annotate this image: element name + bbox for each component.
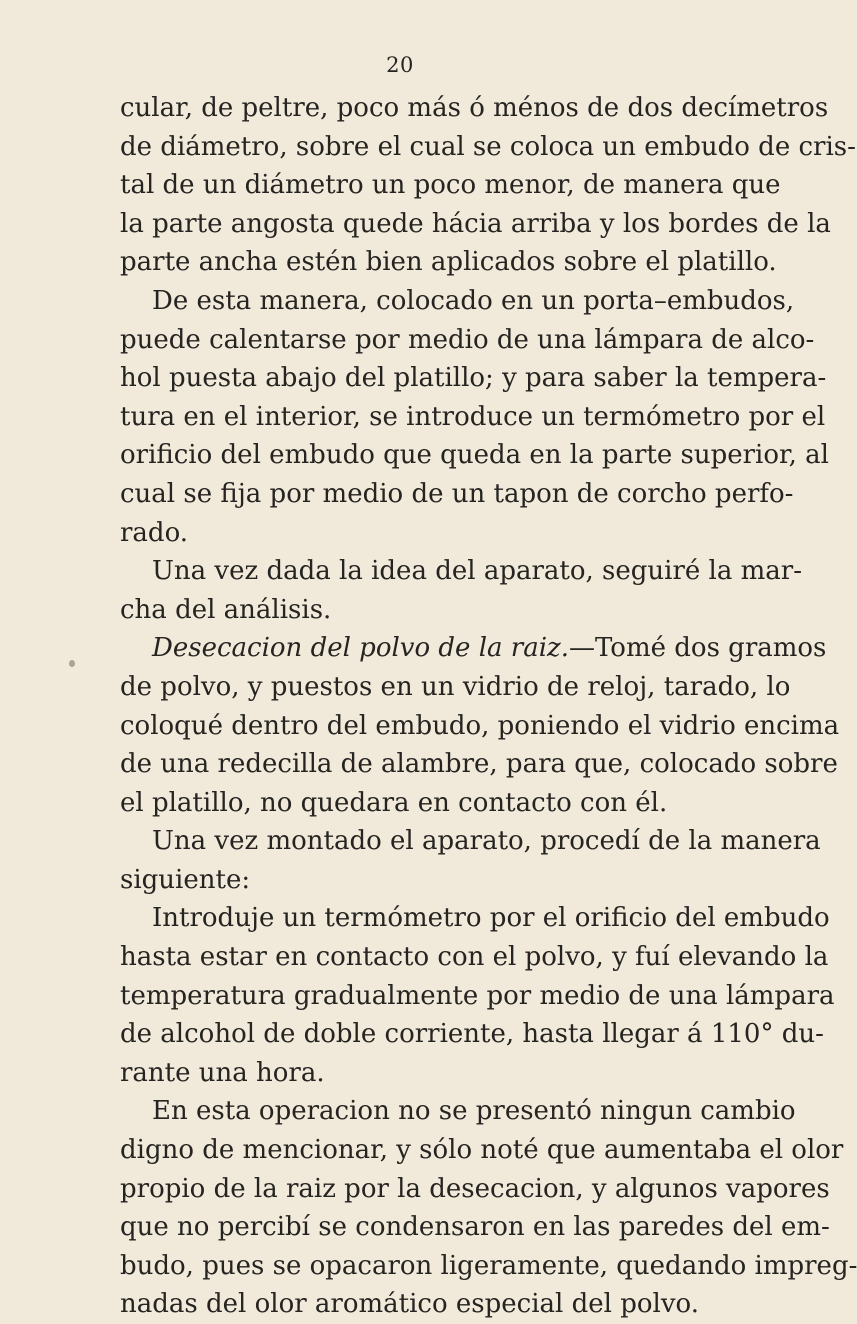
- text-line: la parte angosta quede hácia arriba y los bordes de la: [120, 208, 831, 239]
- text-line: de polvo, y puestos en un vidrio de reloj, tarado, lo: [120, 671, 791, 702]
- text-line: siguiente:: [120, 864, 251, 895]
- text-line: De esta manera, colocado en un porta–embudos,: [152, 285, 795, 316]
- text-line: de diámetro, sobre el cual se coloca un embudo de cris-: [120, 131, 856, 162]
- page-number: 20: [386, 53, 414, 77]
- text-line: parte ancha estén bien aplicados sobre el platillo.: [120, 247, 777, 278]
- text-line: rante una hora.: [120, 1057, 325, 1088]
- text-line: En esta operacion no se presentó ningun cambio: [152, 1096, 796, 1127]
- text-line: hol puesta abajo del platillo; y para saber la tempera-: [120, 363, 827, 394]
- text-line: cual se fija por medio de un tapon de corcho perfo-: [120, 478, 794, 509]
- text-line: hasta estar en contacto con el polvo, y fuí elevando la: [120, 942, 829, 973]
- text-line: budo, pues se opacaron ligeramente, quedando impreg-: [120, 1250, 857, 1281]
- section-heading-italic: Desecacion del polvo de la raiz.: [152, 633, 569, 664]
- text-line: Una vez montado el aparato, procedí de la manera: [152, 826, 821, 857]
- text-line: rado.: [120, 517, 189, 548]
- body-text: [120, 89, 857, 1324]
- text-line: orificio del embudo que queda en la parte superior, al: [120, 440, 829, 471]
- paper-speck: [69, 660, 75, 667]
- text-line: de una redecilla de alambre, para que, colocado sobre: [120, 749, 838, 780]
- text-line: que no percibí se condensaron en las paredes del em-: [120, 1212, 830, 1243]
- text-line-rest: —Tomé dos gramos: [568, 633, 827, 664]
- text-line: Introduje un termómetro por el orificio del embudo: [152, 903, 830, 934]
- text-line: cular, de peltre, poco más ó ménos de dos decímetros: [120, 93, 829, 123]
- text-line: cha del análisis.: [120, 594, 332, 625]
- text-line: de alcohol de doble corriente, hasta llegar á 110° du-: [120, 1019, 824, 1050]
- text-line: el platillo, no quedara en contacto con él.: [120, 787, 668, 818]
- text-line: puede calentarse por medio de una lámpara de alco-: [120, 324, 815, 355]
- text-line: Una vez dada la idea del aparato, seguiré la mar-: [152, 556, 802, 587]
- text-line: propio de la raiz por la desecacion, y algunos vapores: [120, 1173, 830, 1204]
- text-line: digno de mencionar, y sólo noté que aumentaba el olor: [120, 1135, 844, 1166]
- text-line: [120, 629, 827, 668]
- text-line: tal de un diámetro un poco menor, de manera que: [120, 170, 781, 201]
- text-line: nadas del olor aromático especial del polvo.: [120, 1289, 699, 1320]
- text-line: coloqué dentro del embudo, poniendo el vidrio encima: [120, 710, 840, 741]
- text-line: temperatura gradualmente por medio de una lámpara: [120, 980, 835, 1011]
- text-line: tura en el interior, se introduce un termómetro por el: [120, 401, 826, 432]
